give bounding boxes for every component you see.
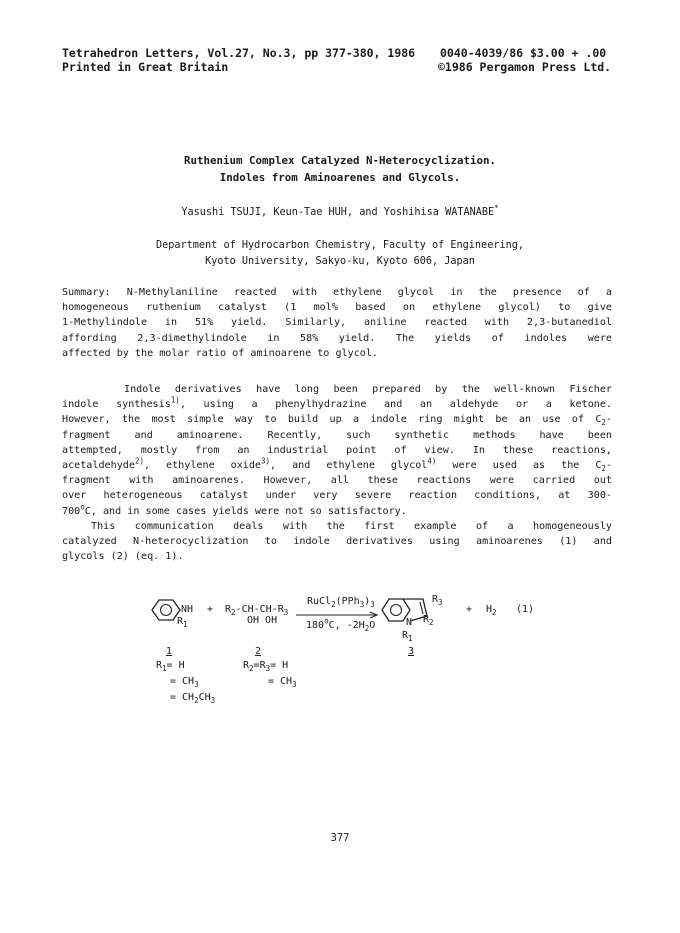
paper-title-line1: Ruthenium Complex Catalyzed N-Heterocyclization. [183, 154, 496, 167]
glycol-formula: $R_2-CH-CH-R_3$ [225, 604, 289, 617]
reaction-scheme [0, 590, 680, 720]
reaction-conditions: 180$^o$C, $-2H_2O$ [306, 616, 376, 633]
plus-sign: + [466, 604, 473, 615]
text-line: catalyzed N-heterocyclization to indole derivatives using aminoarenes (1) and [62, 536, 612, 548]
compound-label-1: 1 [166, 646, 173, 657]
text-line: over heterogeneous catalyst under very severe reaction conditions, at 300- [62, 490, 612, 502]
hydrogen-product: $H_2$ [486, 604, 497, 617]
journal-citation: Tetrahedron Letters, Vol.27, No.3, pp 377-380, 1986 [62, 46, 416, 60]
affiliation-line2: Kyoto University, Sakyo-ku, Kyoto 606, Japan [205, 256, 475, 267]
compound-label-2: 2 [255, 646, 262, 657]
indole-nitrogen: N [406, 617, 413, 628]
authors: Yasushi TSUJI, Keun-Tae HUH, and Yoshihisa WATANABE* [181, 203, 499, 218]
r2-r3-definition: $R_2=R_3= H$ [243, 660, 289, 673]
copyright: ©1986 Pergamon Press Ltd. [438, 60, 612, 74]
r1-substituent: $R_1$ [177, 616, 188, 629]
paper-title-line2: Indoles from Aminoarenes and Glycols. [219, 171, 461, 184]
page-number: 377 [330, 832, 350, 844]
text-line: 700$^o$C, and in some cases yields were not so satisfactory. [62, 502, 407, 517]
citation-ref: 2) [134, 456, 144, 466]
text-line: fragment with aminoarenes. However, all these reactions were carried out [62, 475, 612, 487]
summary-line: homogeneous ruthenium catalyst (1 mol% based on ethylene glycol) to give [62, 302, 612, 314]
text-line: glycols (2) (eq. 1). [62, 551, 184, 563]
plus-sign: + [207, 604, 214, 615]
affiliation-line1: Department of Hydrocarbon Chemistry, Faculty of Engineering, [155, 240, 524, 251]
catalyst: $RuCl_2(PPh_3)_3$ [307, 596, 375, 609]
glycol-hydroxyls: OH OH [247, 615, 278, 626]
equation-number: (1) [516, 604, 535, 615]
printed-in: Printed in Great Britain [62, 60, 229, 74]
text-line: acetaldehyde$^{2)}$, ethylene oxide$^{3)}$, and ethylene glycol$^{4)}$ were used as the $C_2-$ [62, 456, 613, 474]
summary-line: 1-Methylindole in 51% yield. Similarly, aniline reacted with 2,3-butanediol [62, 317, 612, 329]
text-line: Indole derivatives have long been prepared by the well-known Fischer [124, 384, 612, 395]
r1-methyl: = $CH_3$ [170, 676, 199, 689]
text-line: This communication deals with the first example of a homogeneously [91, 521, 612, 532]
indole-r1-substituent: $R_1$ [402, 630, 413, 643]
text-line: indole synthesis$^{1)}$, using a phenylhydrazine and an aldehyde or a ketone. [62, 395, 613, 411]
summary-line: Summary: N-Methylaniline reacted with ethylene glycol in the presence of a [62, 287, 612, 298]
r3-substituent: $R_3$ [432, 594, 443, 607]
r2-r3-methyl: = $CH_3$ [268, 676, 297, 689]
text-line: attempted, mostly from an industrial point of view. In these reactions, [62, 444, 612, 456]
compound-label-3: 3 [408, 646, 415, 657]
corresponding-author-mark: * [494, 203, 499, 213]
text-line: fragment and aminoarene. Recently, such synthetic methods have been [62, 429, 612, 441]
intro-paragraph [62, 382, 612, 519]
text-line: However, the most simple way to build up a indole ring might be an use of $C_2-$ [62, 414, 612, 428]
citation-ref: 3) [261, 456, 271, 466]
r1-ethyl: = $CH_2CH_3$ [170, 692, 216, 705]
nh-group: NH [181, 604, 194, 615]
scope-paragraph [62, 519, 612, 565]
reaction-arrow-icon [296, 611, 380, 619]
summary [62, 285, 612, 361]
r1-definition: $R_1= H$ [156, 660, 185, 673]
r2-substituent: $R_2$ [423, 614, 434, 627]
citation-ref: 1) [170, 395, 180, 405]
summary-line: affording 2,3-dimethylindole in 58% yield. The yields of indoles were [62, 332, 612, 344]
issn-price: 0040-4039/86 $3.00 + .00 [440, 46, 607, 60]
citation-ref: 4) [427, 456, 437, 466]
summary-line: affected by the molar ratio of aminoarene to glycol. [62, 347, 379, 359]
